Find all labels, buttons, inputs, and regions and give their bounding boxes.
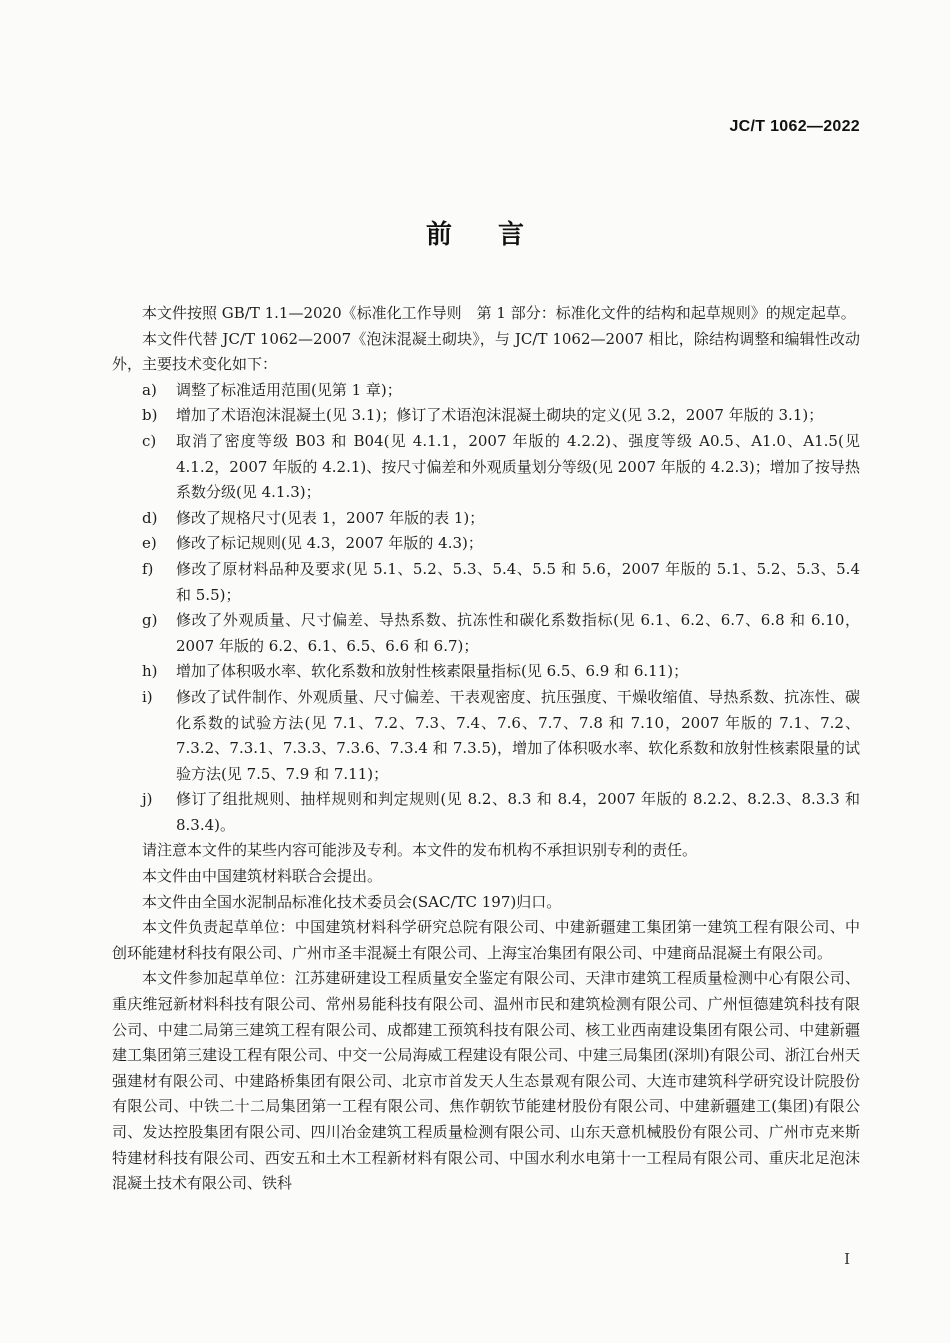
proposed-by: 本文件由中国建筑材料联合会提出。	[142, 867, 383, 886]
list-item-text: 取消了密度等级 B03 和 B04(见 4.1.1，2007 年版的 4.2.2)、强度等级 A0.5、A1.0、A1.5(见 4.1.2，2007 年版的 4.2.1)、按尺寸偏差和外观质量划分等级(见 2007 年版的 4.2.3)；增加了按导热系数分级(见 4.1.3)；	[176, 431, 860, 502]
list-item	[112, 608, 860, 659]
list-item	[112, 787, 860, 838]
lead-drafting-units: 本文件负责起草单位：中国建筑材料科学研究总院有限公司、中建新疆建工集团第一建筑工程有限公司、中创环能建材科技有限公司、广州市圣丰混凝土有限公司、上海宝冶集团有限公司、中建商品混凝土有限公司。	[112, 918, 860, 962]
list-marker: g)	[142, 611, 158, 630]
list-item-text: 增加了术语泡沫混凝土(见 3.1)；修订了术语泡沫混凝土砌块的定义(见 3.2，2007 年版的 3.1)；	[176, 406, 824, 425]
patent-notice: 请注意本文件的某些内容可能涉及专利。本文件的发布机构不承担识别专利的责任。	[142, 841, 698, 860]
document-code: JC/T 1062—2022	[729, 118, 860, 135]
list-marker: b)	[142, 406, 158, 425]
list-marker: a)	[142, 380, 157, 399]
list-item	[112, 685, 860, 787]
list-item-text: 修改了外观质量、尺寸偏差、导热系数、抗冻性和碳化系数指标(见 6.1、6.2、6.7、6.8 和 6.10，2007 年版的 6.2、6.1、6.5、6.6 和 6.7)；	[176, 611, 860, 655]
list-item	[112, 403, 860, 429]
managed-by: 本文件由全国水泥制品标准化技术委员会(SAC/TC 197)归口。	[142, 892, 562, 911]
list-item-text: 修改了原材料品种及要求(见 5.1、5.2、5.3、5.4、5.5 和 5.6，2007 年版的 5.1、5.2、5.3、5.4 和 5.5)；	[176, 559, 860, 604]
intro-paragraph-replacement: 本文件代替 JC/T 1062—2007《泡沫混凝土砌块》，与 JC/T 1062—2007 相比，除结构调整和编辑性改动外，主要技术变化如下：	[112, 329, 860, 374]
intro-paragraph-drafting-rules: 本文件按照 GB/T 1.1—2020《标准化工作导则 第 1 部分：标准化文件的结构和起草规则》的规定起草。	[142, 304, 856, 322]
list-item-text: 调整了标准适用范围(见第 1 章)；	[176, 380, 402, 399]
list-item-text: 修改了试件制作、外观质量、尺寸偏差、干表观密度、抗压强度、干燥收缩值、导热系数、抗冻性、碳化系数的试验方法(见 7.1、7.2、7.3、7.4、7.6、7.7、7.8 和 7.10，2007 年版的 7.1、7.2、7.3.2、7.3.1、7.3.3、7.3.6、7.3.4 和 7.3.5)，增加了体积吸水率、软化系数和放射性核素限量的试验方法(见 7.5、7.9 和 7.11)；	[176, 687, 860, 783]
list-item	[112, 659, 860, 685]
participating-drafting-units: 本文件参加起草单位：江苏建研建设工程质量安全鉴定有限公司、天津市建筑工程质量检测中心有限公司、重庆维冠新材料科技有限公司、常州易能科技有限公司、温州市民和建筑检测有限公司、广州恒德建筑科技有限公司、中建二局第三建筑工程有限公司、成都建工预筑科技有限公司、核工业西南建设集团有限公司、中建新疆建工集团第三建设工程有限公司、中交一公局海威工程建设有限公司、中建三局集团(深圳)有限公司、浙江台州天强建材有限公司、中建路桥集团有限公司、北京市首发天人生态景观有限公司、大连市建筑科学研究设计院股份有限公司、中铁二十二局集团第一工程有限公司、焦作朝钦节能建材股份有限公司、中建新疆建工(集团)有限公司、发达控股集团有限公司、四川冶金建筑工程质量检测有限公司、山东天意机械股份有限公司、广州市克来斯特建材科技有限公司、西安五和土木工程新材料有限公司、中国水利水电第十一工程局有限公司、重庆北足泡沫混凝土技术有限公司、铁科	[112, 969, 860, 1193]
list-item	[112, 378, 860, 404]
list-marker: j)	[142, 790, 153, 809]
technical-changes-list	[112, 378, 860, 839]
list-item-text: 增加了体积吸水率、软化系数和放射性核素限量指标(见 6.5、6.9 和 6.11)；	[176, 662, 689, 681]
list-marker: e)	[142, 534, 157, 553]
list-item	[112, 429, 860, 506]
foreword-body	[112, 301, 860, 1197]
list-marker: h)	[142, 662, 158, 681]
list-item-text: 修改了标记规则(见 4.3，2007 年版的 4.3)；	[176, 534, 483, 553]
list-marker: c)	[142, 431, 157, 450]
list-marker: i)	[142, 687, 153, 706]
list-item-text: 修订了组批规则、抽样规则和判定规则(见 8.2、8.3 和 8.4，2007 年版的 8.2.2、8.2.3、8.3.3 和 8.3.4)。	[176, 790, 860, 834]
list-item	[112, 531, 860, 557]
list-item-text: 修改了规格尺寸(见表 1，2007 年版的表 1)；	[176, 508, 485, 527]
list-marker: d)	[142, 508, 158, 527]
list-item	[112, 506, 860, 532]
list-marker: f)	[142, 559, 154, 578]
page-title: 前言	[425, 220, 570, 250]
page-number: I	[844, 1250, 850, 1268]
list-item	[112, 557, 860, 608]
